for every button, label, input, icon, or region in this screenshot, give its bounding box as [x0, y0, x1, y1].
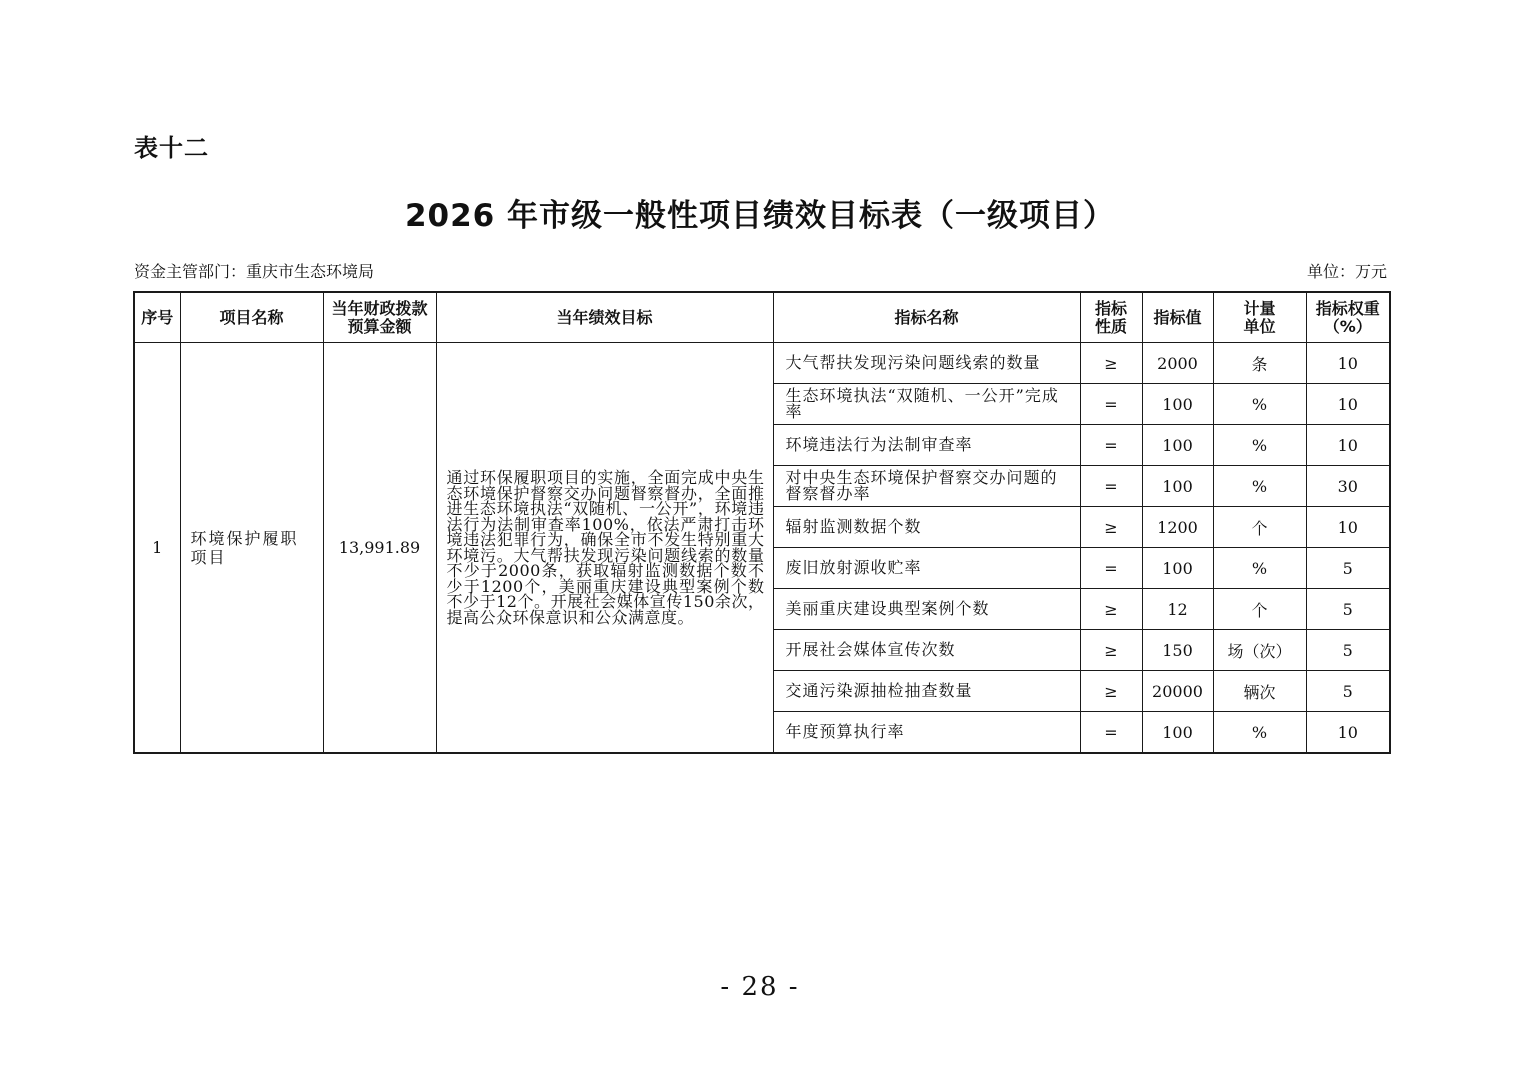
indicator-unit: 个: [1213, 589, 1306, 630]
indicator-value: 100: [1142, 425, 1213, 466]
indicator-unit: %: [1213, 466, 1306, 507]
indicator-value: 1200: [1142, 507, 1213, 548]
project-amount: 13,991.89: [323, 343, 436, 754]
department-label: 资金主管部门：重庆市生态环境局: [134, 262, 375, 281]
indicator-weight: 30: [1306, 466, 1390, 507]
indicator-value: 100: [1142, 548, 1213, 589]
header-goal: 当年绩效目标: [436, 292, 773, 343]
indicator-unit: 辆次: [1213, 671, 1306, 712]
indicator-unit: 场（次）: [1213, 630, 1306, 671]
indicator-unit: %: [1213, 548, 1306, 589]
indicator-weight: 5: [1306, 630, 1390, 671]
indicator-property: =: [1080, 548, 1142, 589]
indicator-property: =: [1080, 712, 1142, 754]
indicator-weight: 10: [1306, 343, 1390, 384]
indicator-value: 100: [1142, 466, 1213, 507]
indicator-name: 对中央生态环境保护督察交办问题的督察督办率: [773, 466, 1080, 507]
header-amount: 当年财政拨款预算金额: [323, 292, 436, 343]
indicator-property: ≥: [1080, 507, 1142, 548]
indicator-property: =: [1080, 425, 1142, 466]
project-seq: 1: [134, 343, 180, 754]
indicator-weight: 10: [1306, 712, 1390, 754]
indicator-name: 废旧放射源收贮率: [773, 548, 1080, 589]
indicator-property: ≥: [1080, 343, 1142, 384]
indicator-property: ≥: [1080, 671, 1142, 712]
indicator-value: 100: [1142, 384, 1213, 425]
indicator-weight: 5: [1306, 589, 1390, 630]
table-row: [134, 343, 1390, 384]
indicator-value: 20000: [1142, 671, 1213, 712]
indicator-property: ≥: [1080, 589, 1142, 630]
project-name: 环境保护履职项目: [180, 343, 323, 754]
indicator-weight: 10: [1306, 507, 1390, 548]
page-number: - 28 -: [720, 972, 800, 1002]
indicator-unit: 条: [1213, 343, 1306, 384]
indicator-unit: %: [1213, 712, 1306, 754]
indicator-unit: %: [1213, 384, 1306, 425]
indicator-property: =: [1080, 466, 1142, 507]
indicator-weight: 10: [1306, 425, 1390, 466]
header-seq: 序号: [134, 292, 180, 343]
indicator-property: ≥: [1080, 630, 1142, 671]
indicator-property: =: [1080, 384, 1142, 425]
indicator-name: 美丽重庆建设典型案例个数: [773, 589, 1080, 630]
header-weight: 指标权重（%）: [1306, 292, 1390, 343]
document-title: 2026 年市级一般性项目绩效目标表（一级项目）: [404, 198, 1116, 234]
indicator-name: 年度预算执行率: [773, 712, 1080, 754]
unit-label: 单位：万元: [1306, 262, 1387, 281]
indicator-weight: 10: [1306, 384, 1390, 425]
indicator-value: 100: [1142, 712, 1213, 754]
indicator-name: 大气帮扶发现污染问题线索的数量: [773, 343, 1080, 384]
performance-table: [133, 291, 1391, 754]
indicator-name: 交通污染源抽检抽查数量: [773, 671, 1080, 712]
indicator-weight: 5: [1306, 548, 1390, 589]
header-indicator-name: 指标名称: [773, 292, 1080, 343]
indicator-value: 12: [1142, 589, 1213, 630]
table-header-row: [134, 292, 1390, 343]
indicator-name: 辐射监测数据个数: [773, 507, 1080, 548]
indicator-value: 2000: [1142, 343, 1213, 384]
table-number-label: 表十二: [134, 134, 209, 162]
header-project-name: 项目名称: [180, 292, 323, 343]
indicator-weight: 5: [1306, 671, 1390, 712]
header-indicator-property: 指标性质: [1080, 292, 1142, 343]
indicator-value: 150: [1142, 630, 1213, 671]
indicator-name: 开展社会媒体宣传次数: [773, 630, 1080, 671]
indicator-unit: 个: [1213, 507, 1306, 548]
indicator-name: 生态环境执法“双随机、一公开”完成率: [773, 384, 1080, 425]
header-indicator-value: 指标值: [1142, 292, 1213, 343]
project-goal: 通过环保履职项目的实施，全面完成中央生态环境保护督察交办问题督察督办，全面推进生态环境执法“双随机、一公开”，环境违法行为法制审查率100%，依法严肃打击环境违法犯罪行为，确保全市不发生特别重大环境污。大气帮扶发现污染问题线索的数量不少于2000条，获取辐射监测数据个数不少于1200个，美丽重庆建设典型案例个数不少于12个。开展社会媒体宣传150余次，提高公众环保意识和公众满意度。: [436, 343, 773, 754]
indicator-name: 环境违法行为法制审查率: [773, 425, 1080, 466]
header-unit: 计量单位: [1213, 292, 1306, 343]
indicator-unit: %: [1213, 425, 1306, 466]
